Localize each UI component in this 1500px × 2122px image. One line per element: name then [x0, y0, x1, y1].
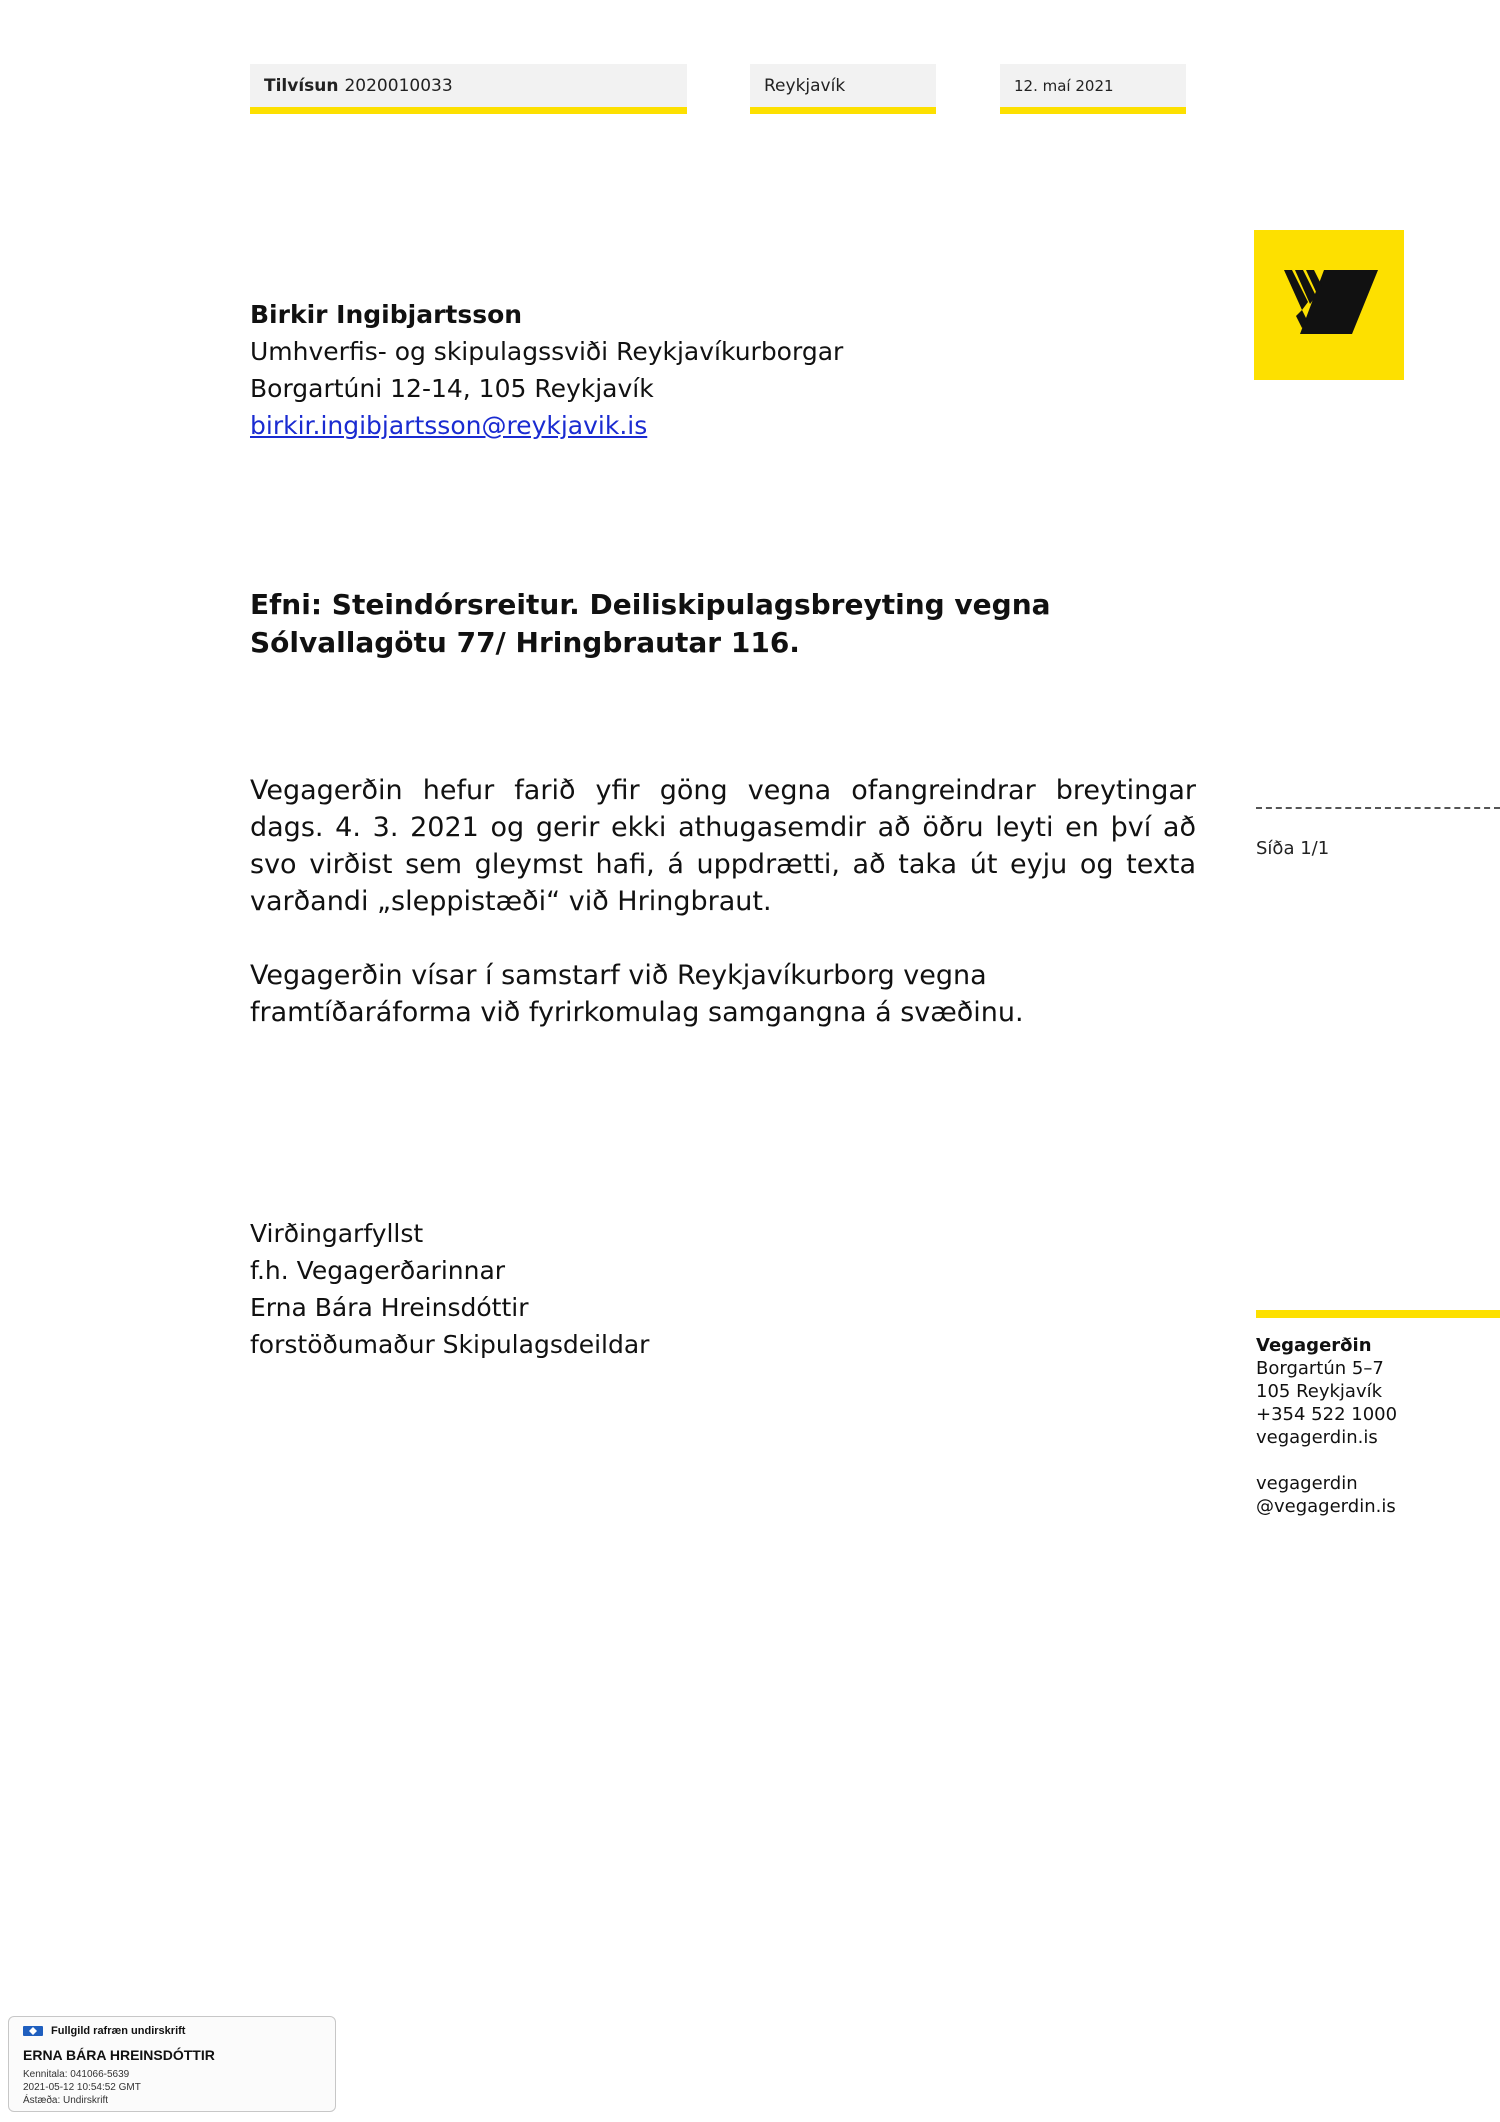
sender-social-2: @vegagerdin.is: [1256, 1496, 1396, 1517]
signature-timestamp: 2021-05-12 10:54:52 GMT: [23, 2082, 141, 2093]
sender-org: Vegagerðin: [1256, 1335, 1372, 1356]
body-paragraph-1: Vegagerðin hefur farið yfir göng vegna ofangreindrar breytingar dags. 4. 3. 2021 og gerir ekki athugasemdir að öðru leyti en því að svo virðist sem gleymst hafi, á uppdrætti, að taka út eyju og texta varðandi „sleppistæði“ við Hringbraut.: [250, 775, 1196, 917]
signature-reason: Ástæða: Undirskrift: [23, 2095, 109, 2106]
recipient-name: Birkir Ingibjartsson: [250, 300, 523, 329]
logo-mark-icon: [1282, 266, 1378, 338]
signer-title: forstöðumaður Skipulagsdeildar: [250, 1330, 650, 1359]
signature-header: [23, 2025, 185, 2037]
signature-title: Fullgild rafræn undirskrift: [51, 2025, 186, 2037]
page-indicator: Síða 1/1: [1256, 838, 1330, 859]
recipient-email-link[interactable]: birkir.ingibjartsson@reykjavik.is: [250, 411, 648, 440]
electronic-signature-stamp: [8, 2016, 336, 2112]
city-box: [750, 64, 936, 114]
recipient-block: [250, 296, 843, 444]
reference-number: 2020010033: [344, 75, 453, 96]
recipient-address: Borgartúni 12-14, 105 Reykjavík: [250, 374, 654, 403]
header-date: 12. maí 2021: [1014, 76, 1114, 95]
closing-block: [250, 1215, 649, 1363]
closing-on-behalf: f.h. Vegagerðarinnar: [250, 1256, 506, 1285]
date-box: [1000, 64, 1186, 114]
reference-box: [250, 64, 687, 114]
sender-street: Borgartún 5–7: [1256, 1358, 1384, 1379]
sender-contact: [1256, 1334, 1397, 1518]
header-city: Reykjavík: [764, 75, 846, 96]
body-paragraph-2: Vegagerðin vísar í samstarf við Reykjavíkurborg vegna framtíðaráforma við fyrirkomulag samgangna á svæðinu.: [250, 960, 1024, 1028]
reference-label: Tilvísun: [264, 75, 339, 96]
closing-salutation: Virðingarfyllst: [250, 1219, 424, 1248]
sender-social-1: vegagerdin: [1256, 1473, 1358, 1494]
sender-phone: +354 522 1000: [1256, 1404, 1398, 1425]
sender-city: 105 Reykjavík: [1256, 1381, 1383, 1402]
signature-badge-icon: [23, 2026, 43, 2036]
contact-accent-bar: [1256, 1310, 1500, 1318]
letter-body: [250, 772, 1196, 1068]
signature-kennitala: Kennitala: 041066-5639: [23, 2069, 130, 2080]
subject-line: Efni: Steindórsreitur. Deiliskipulagsbreyting vegna Sólvallagötu 77/ Hringbrautar 116.: [250, 588, 1051, 659]
signer-name: Erna Bára Hreinsdóttir: [250, 1293, 529, 1322]
sender-website: vegagerdin.is: [1256, 1427, 1378, 1448]
dashed-divider: [1256, 807, 1500, 809]
recipient-department: Umhverfis- og skipulagssviði Reykjavíkurborgar: [250, 337, 844, 366]
signature-name: ERNA BÁRA HREINSDÓTTIR: [23, 2047, 215, 2063]
vegagerdin-logo: [1254, 230, 1404, 380]
